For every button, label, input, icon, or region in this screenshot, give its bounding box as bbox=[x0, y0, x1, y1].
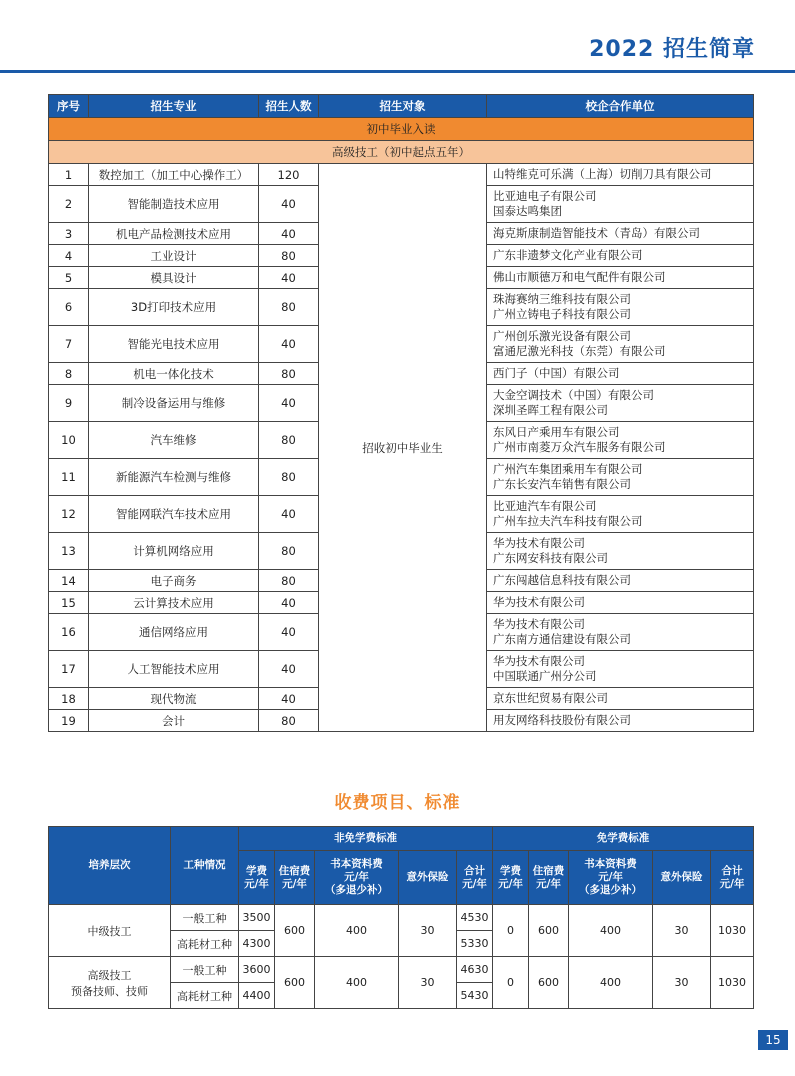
partner-name: 大金空调技术（中国）有限公司 bbox=[493, 388, 654, 402]
row-major: 通信网络应用 bbox=[89, 614, 259, 651]
partner-name: 比亚迪汽车有限公司 bbox=[493, 499, 597, 513]
partner-name: 广州汽车集团乘用车有限公司 bbox=[493, 462, 643, 476]
partner-name: 广州创乐激光设备有限公司 bbox=[493, 329, 631, 343]
row-count: 80 bbox=[259, 459, 319, 496]
fee-insurance: 30 bbox=[399, 905, 457, 957]
row-no: 15 bbox=[49, 592, 89, 614]
fee-tuition: 4300 bbox=[239, 931, 275, 957]
fee-level: 高级技工 预备技师、技师 bbox=[49, 957, 171, 1009]
row-count: 80 bbox=[259, 710, 319, 732]
header-rule bbox=[0, 70, 795, 73]
row-major: 会计 bbox=[89, 710, 259, 732]
free-total: 1030 bbox=[711, 905, 754, 957]
header-free-tuition: 学费 元/年 bbox=[493, 851, 529, 905]
free-tuition: 0 bbox=[493, 957, 529, 1009]
row-count: 40 bbox=[259, 651, 319, 688]
row-major: 工业设计 bbox=[89, 245, 259, 267]
partner-name: 中国联通广州分公司 bbox=[493, 669, 597, 683]
row-count: 40 bbox=[259, 688, 319, 710]
fee-dorm: 600 bbox=[275, 905, 315, 957]
row-partners bbox=[487, 651, 754, 688]
fee-insurance: 30 bbox=[399, 957, 457, 1009]
partner-name: 用友网络科技股份有限公司 bbox=[493, 713, 631, 727]
partner-name: 比亚迪电子有限公司 bbox=[493, 189, 597, 203]
partner-name: 富通尼激光科技（东莞）有限公司 bbox=[493, 344, 666, 358]
free-insurance: 30 bbox=[653, 905, 711, 957]
header-total: 合计 元/年 bbox=[457, 851, 493, 905]
fee-type: 高耗材工种 bbox=[171, 931, 239, 957]
header-free: 免学费标准 bbox=[493, 827, 754, 851]
row-count: 80 bbox=[259, 363, 319, 385]
free-insurance: 30 bbox=[653, 957, 711, 1009]
row-no: 2 bbox=[49, 186, 89, 223]
row-no: 6 bbox=[49, 289, 89, 326]
fee-row bbox=[49, 905, 754, 931]
free-books: 400 bbox=[569, 957, 653, 1009]
fee-total: 5430 bbox=[457, 983, 493, 1009]
partner-name: 华为技术有限公司 bbox=[493, 595, 585, 609]
fee-dorm: 600 bbox=[275, 957, 315, 1009]
row-no: 14 bbox=[49, 570, 89, 592]
fee-type: 一般工种 bbox=[171, 957, 239, 983]
row-partners bbox=[487, 533, 754, 570]
row-count: 40 bbox=[259, 592, 319, 614]
free-total: 1030 bbox=[711, 957, 754, 1009]
fee-tuition: 3500 bbox=[239, 905, 275, 931]
partner-name: 广东非遗梦文化产业有限公司 bbox=[493, 248, 643, 262]
row-no: 17 bbox=[49, 651, 89, 688]
row-count: 40 bbox=[259, 326, 319, 363]
row-no: 9 bbox=[49, 385, 89, 422]
table-row bbox=[49, 164, 754, 186]
partner-name: 京东世纪贸易有限公司 bbox=[493, 691, 608, 705]
section-band-label: 初中毕业入读 bbox=[49, 118, 754, 141]
row-no: 12 bbox=[49, 496, 89, 533]
row-count: 80 bbox=[259, 245, 319, 267]
page-header-title: 2022 招生简章 bbox=[589, 37, 755, 62]
header-type: 工种情况 bbox=[171, 827, 239, 905]
row-partners bbox=[487, 688, 754, 710]
row-major: 人工智能技术应用 bbox=[89, 651, 259, 688]
row-major: 汽车维修 bbox=[89, 422, 259, 459]
fee-tuition: 3600 bbox=[239, 957, 275, 983]
partner-name: 华为技术有限公司 bbox=[493, 654, 585, 668]
row-partners bbox=[487, 245, 754, 267]
header-level: 培养层次 bbox=[49, 827, 171, 905]
row-partners bbox=[487, 363, 754, 385]
row-partners bbox=[487, 326, 754, 363]
row-count: 80 bbox=[259, 570, 319, 592]
partner-name: 华为技术有限公司 bbox=[493, 617, 585, 631]
enrollment-header-row bbox=[49, 95, 754, 118]
row-no: 4 bbox=[49, 245, 89, 267]
subsection-band bbox=[49, 141, 754, 164]
partner-name: 广州立铸电子科技有限公司 bbox=[493, 307, 631, 321]
row-major: 模具设计 bbox=[89, 267, 259, 289]
partner-name: 东风日产乘用车有限公司 bbox=[493, 425, 620, 439]
row-major: 云计算技术应用 bbox=[89, 592, 259, 614]
row-major: 制冷设备运用与维修 bbox=[89, 385, 259, 422]
fee-books: 400 bbox=[315, 957, 399, 1009]
page-number: 15 bbox=[758, 1030, 788, 1050]
fee-books: 400 bbox=[315, 905, 399, 957]
row-partners bbox=[487, 422, 754, 459]
row-major: 智能光电技术应用 bbox=[89, 326, 259, 363]
fee-type: 一般工种 bbox=[171, 905, 239, 931]
partner-name: 广东长安汽车销售有限公司 bbox=[493, 477, 631, 491]
row-major: 机电产品检测技术应用 bbox=[89, 223, 259, 245]
row-count: 40 bbox=[259, 385, 319, 422]
fee-tuition: 4400 bbox=[239, 983, 275, 1009]
row-no: 10 bbox=[49, 422, 89, 459]
partner-name: 广州市南菱万众汽车服务有限公司 bbox=[493, 440, 666, 454]
free-tuition: 0 bbox=[493, 905, 529, 957]
row-partners bbox=[487, 496, 754, 533]
row-count: 80 bbox=[259, 533, 319, 570]
partner-name: 珠海赛纳三维科技有限公司 bbox=[493, 292, 631, 306]
row-partners bbox=[487, 186, 754, 223]
fee-total: 4530 bbox=[457, 905, 493, 931]
row-partners bbox=[487, 223, 754, 245]
header-dorm: 住宿费 元/年 bbox=[275, 851, 315, 905]
row-no: 19 bbox=[49, 710, 89, 732]
fees-table bbox=[48, 826, 754, 1009]
fee-level: 中级技工 bbox=[49, 905, 171, 957]
row-partners bbox=[487, 267, 754, 289]
row-no: 11 bbox=[49, 459, 89, 496]
free-dorm: 600 bbox=[529, 905, 569, 957]
row-partners bbox=[487, 459, 754, 496]
row-count: 40 bbox=[259, 186, 319, 223]
header-tuition: 学费 元/年 bbox=[239, 851, 275, 905]
header-major: 招生专业 bbox=[89, 95, 259, 118]
partner-name: 山特维克可乐满（上海）切削刀具有限公司 bbox=[493, 167, 712, 181]
row-major: 智能制造技术应用 bbox=[89, 186, 259, 223]
row-partners bbox=[487, 614, 754, 651]
row-partners bbox=[487, 710, 754, 732]
fee-total: 5330 bbox=[457, 931, 493, 957]
row-major: 电子商务 bbox=[89, 570, 259, 592]
row-count: 80 bbox=[259, 289, 319, 326]
row-count: 40 bbox=[259, 614, 319, 651]
header-free-books: 书本资料费 元/年 （多退少补） bbox=[569, 851, 653, 905]
row-target: 招收初中毕业生 bbox=[319, 164, 487, 732]
partner-name: 佛山市顺德万和电气配件有限公司 bbox=[493, 270, 666, 284]
row-partners bbox=[487, 289, 754, 326]
header-free-total: 合计 元/年 bbox=[711, 851, 754, 905]
fees-section-title: 收费项目、标准 bbox=[334, 793, 461, 813]
header-nonfree: 非免学费标准 bbox=[239, 827, 493, 851]
row-count: 120 bbox=[259, 164, 319, 186]
row-no: 7 bbox=[49, 326, 89, 363]
row-partners bbox=[487, 570, 754, 592]
row-major: 现代物流 bbox=[89, 688, 259, 710]
partner-name: 广东南方通信建设有限公司 bbox=[493, 632, 631, 646]
row-major: 数控加工（加工中心操作工） bbox=[89, 164, 259, 186]
partner-name: 广东网安科技有限公司 bbox=[493, 551, 608, 565]
row-partners bbox=[487, 592, 754, 614]
fee-type: 高耗材工种 bbox=[171, 983, 239, 1009]
row-no: 1 bbox=[49, 164, 89, 186]
row-no: 8 bbox=[49, 363, 89, 385]
subsection-band-label: 高级技工（初中起点五年） bbox=[49, 141, 754, 164]
partner-name: 广州车拉夫汽车科技有限公司 bbox=[493, 514, 643, 528]
row-no: 3 bbox=[49, 223, 89, 245]
header-count: 招生人数 bbox=[259, 95, 319, 118]
enrollment-table bbox=[48, 94, 754, 732]
partner-name: 深圳圣晖工程有限公司 bbox=[493, 403, 608, 417]
row-no: 16 bbox=[49, 614, 89, 651]
free-dorm: 600 bbox=[529, 957, 569, 1009]
partner-name: 华为技术有限公司 bbox=[493, 536, 585, 550]
row-count: 40 bbox=[259, 496, 319, 533]
fees-header-row-1 bbox=[49, 827, 754, 851]
section-band bbox=[49, 118, 754, 141]
row-major: 机电一体化技术 bbox=[89, 363, 259, 385]
partner-name: 西门子（中国）有限公司 bbox=[493, 366, 620, 380]
partner-name: 广东闯越信息科技有限公司 bbox=[493, 573, 631, 587]
row-major: 智能网联汽车技术应用 bbox=[89, 496, 259, 533]
header-target: 招生对象 bbox=[319, 95, 487, 118]
header-no: 序号 bbox=[49, 95, 89, 118]
row-count: 40 bbox=[259, 267, 319, 289]
header-free-dorm: 住宿费 元/年 bbox=[529, 851, 569, 905]
header-books: 书本资料费 元/年 （多退少补） bbox=[315, 851, 399, 905]
row-partners bbox=[487, 164, 754, 186]
header-free-insurance: 意外保险 bbox=[653, 851, 711, 905]
fee-row bbox=[49, 957, 754, 983]
row-partners bbox=[487, 385, 754, 422]
row-major: 新能源汽车检测与维修 bbox=[89, 459, 259, 496]
row-no: 5 bbox=[49, 267, 89, 289]
partner-name: 海克斯康制造智能技术（青岛）有限公司 bbox=[493, 226, 700, 240]
partner-name: 国泰达鸣集团 bbox=[493, 204, 562, 218]
fee-total: 4630 bbox=[457, 957, 493, 983]
row-count: 40 bbox=[259, 223, 319, 245]
row-major: 计算机网络应用 bbox=[89, 533, 259, 570]
row-count: 80 bbox=[259, 422, 319, 459]
free-books: 400 bbox=[569, 905, 653, 957]
row-no: 18 bbox=[49, 688, 89, 710]
header-partners: 校企合作单位 bbox=[487, 95, 754, 118]
header-insurance: 意外保险 bbox=[399, 851, 457, 905]
row-major: 3D打印技术应用 bbox=[89, 289, 259, 326]
row-no: 13 bbox=[49, 533, 89, 570]
